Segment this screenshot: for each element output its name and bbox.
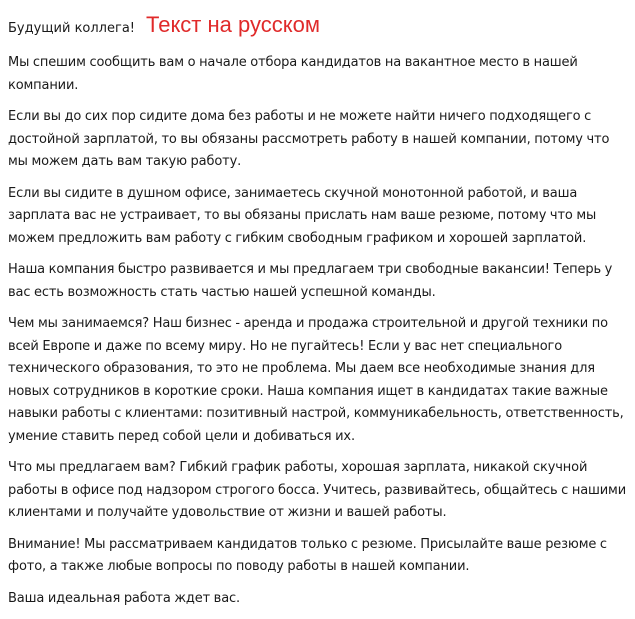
paragraph-intro: Мы спешим сообщить вам о начале отбора кандидатов на вакантное место в нашей компании. (8, 55, 578, 93)
greeting: Будущий коллега! (8, 21, 135, 36)
letter-document (8, 0, 630, 619)
language-tag: Текст на русском (146, 12, 320, 37)
paragraph-offer: Что мы предлагаем вам? Гибкий график работы, хорошая зарплата, никакой скучной работы в офисе под надзором строгого босса. Учитесь, развивайтесь, общайтесь с нашими клиентами и получайте удовольствие от жизни и вашей работы. (8, 460, 627, 520)
paragraph-office: Если вы сидите в душном офисе, занимаетесь скучной монотонной работой, и ваша зарплата вас не устраивает, то вы обязаны прислать нам ваше резюме, потому что мы можем предложить вам работу с гибким свободным графиком и хорошей зарплатой. (8, 185, 597, 246)
letter-header (8, 0, 630, 52)
paragraph-vacancies: Наша компания быстро развивается и мы предлагаем три свободные вакансии! Теперь у вас есть возможность стать частью нашей успешной команды. (8, 262, 613, 300)
paragraph-closing: Ваша идеальная работа ждет вас. (8, 590, 240, 606)
paragraph-attention: Внимание! Мы рассматриваем кандидатов только с резюме. Присылайте ваше резюме с фото, а также любые вопросы по поводу работы в нашей компании. (8, 536, 607, 574)
paragraph-unemployed: Если вы до сих пор сидите дома без работы и не можете найти ничего подходящего с достойной зарплатой, то вы обязаны рассмотреть работу в нашей компании, потому что мы можем дать вам такую работу. (8, 109, 610, 169)
paragraph-business: Чем мы занимаемся? Наш бизнес - аренда и продажа строительной и другой техники по всей Европе и даже по всему миру. Но не пугайтесь! Если у вас нет специального технического образования, то это не проблема. Мы даем все необходимые знания для новых сотрудников в короткие сроки. Наша компания ищет в кандидатах такие важные навыки работы с клиентами: позитивный настрой, коммуникабельность, ответственность, умение ставить перед собой цели и добиваться их. (8, 316, 624, 444)
